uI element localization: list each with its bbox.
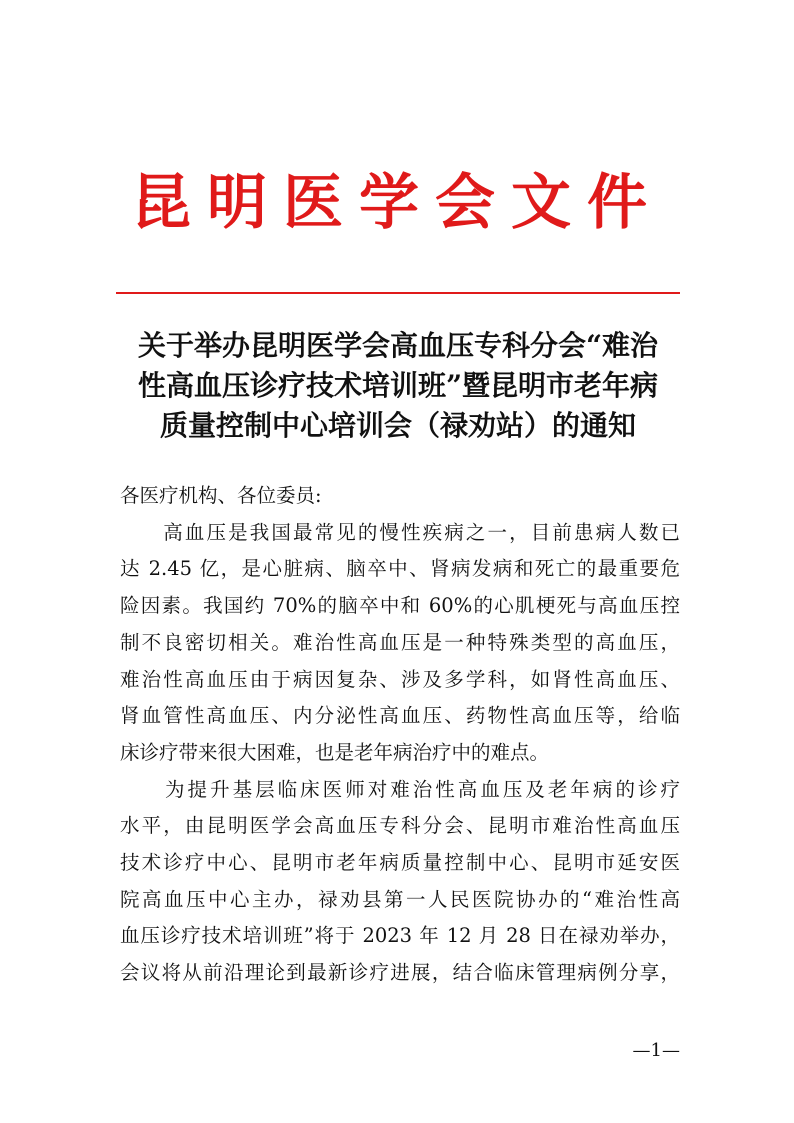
paragraph-line: 肾血管性高血压、内分泌性高血压、药物性高血压等，给临 — [120, 704, 680, 728]
paragraph-line: 血压诊疗技术培训班”将于 2023 年 12 月 28 日在禄劝举办， — [120, 924, 680, 948]
title-line: 关于举办昆明医学会高血压专科分会“难治 — [137, 329, 659, 362]
title-line: 质量控制中心培训会（禄劝站）的通知 — [159, 409, 636, 442]
paragraph-line: 院高血压中心主办，禄劝县第一人民医院协办的“难治性高 — [120, 887, 680, 911]
paragraph-line: 制不良密切相关。难治性高血压是一种特殊类型的高血压， — [120, 630, 680, 654]
paragraph-line: 为提升基层临床医师对难治性高血压及老年病的诊疗 — [120, 777, 680, 801]
paragraph-line: 技术诊疗中心、昆明市老年病质量控制中心、昆明市延安医 — [120, 851, 680, 875]
paragraph-line: 难治性高血压由于病因复杂、涉及多学科，如肾性高血压、 — [120, 667, 680, 691]
paragraph-line: 床诊疗带来很大困难，也是老年病治疗中的难点。 — [120, 740, 550, 764]
document-body — [120, 478, 680, 992]
paragraph-line: 高血压是我国最常见的慢性疾病之一，目前患病人数已 — [120, 520, 680, 544]
org-header: 昆明医学会文件 — [131, 168, 663, 238]
paragraph-line: 会议将从前沿理论到最新诊疗进展，结合临床管理病例分享， — [120, 961, 680, 985]
title-line: 性高血压诊疗技术培训班”暨昆明市老年病 — [137, 369, 659, 402]
paragraph-line: 水平，由昆明医学会高血压专科分会、昆明市难治性高血压 — [120, 814, 680, 838]
red-divider — [116, 292, 680, 294]
page-number: —1— — [632, 1040, 680, 1061]
salutation: 各医疗机构、各位委员: — [120, 484, 322, 507]
paragraph-line: 达 2.45 亿，是心脏病、脑卒中、肾病发病和死亡的最重要危 — [120, 557, 680, 581]
paragraph-line: 险因素。我国约 70%的脑卒中和 60%的心肌梗死与高血压控 — [120, 594, 680, 618]
document-title — [116, 326, 680, 446]
